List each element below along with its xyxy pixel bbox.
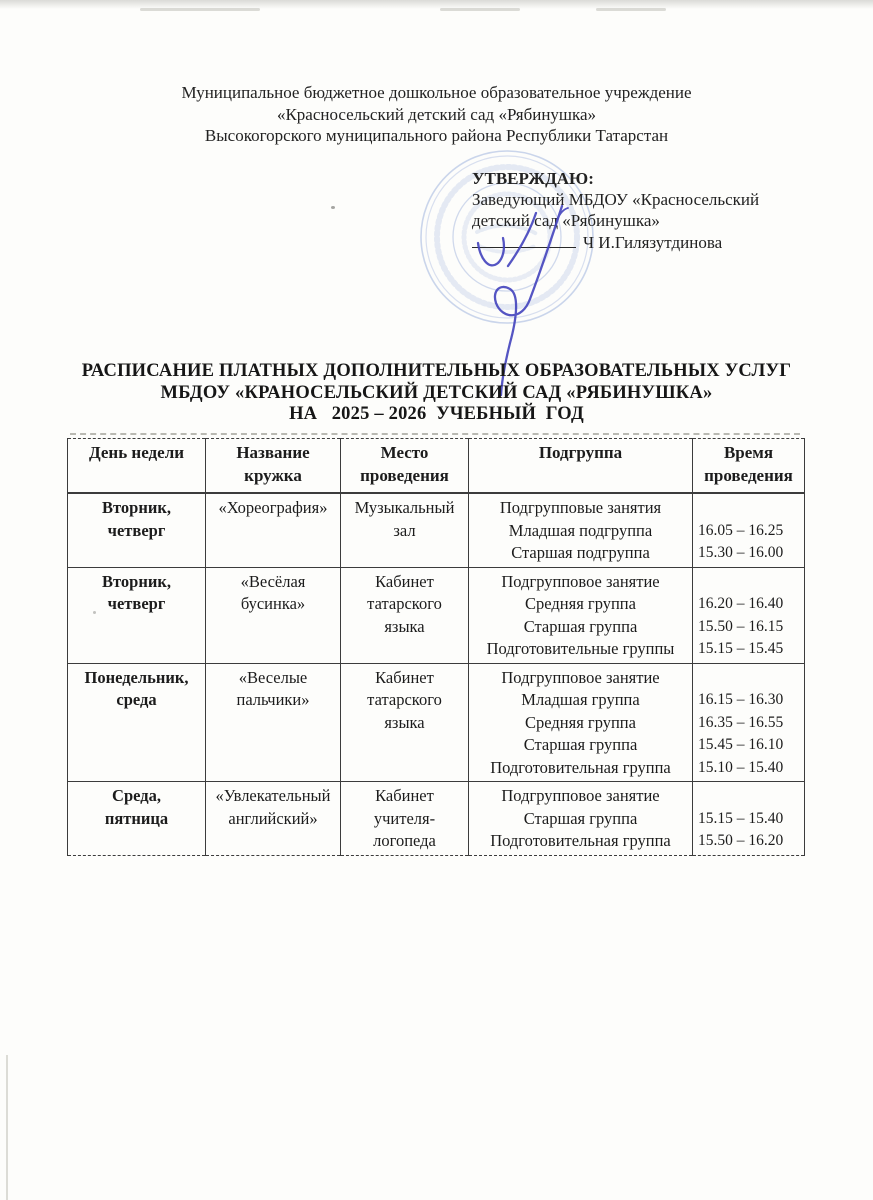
table-row xyxy=(68,663,805,782)
cell-subgroup: Подгрупповые занятия Младшая подгруппа Старшая подгруппа xyxy=(469,494,693,568)
org-line: Высокогорского муниципального района Республики Татарстан xyxy=(204,126,669,145)
approval-block xyxy=(472,168,802,253)
header-time: Время проведения xyxy=(693,439,805,493)
scan-speck xyxy=(331,206,335,209)
cell-venue: Кабинет учителя- логопеда xyxy=(341,782,469,856)
cell-time: 16.15 – 16.30 16.35 – 16.55 15.45 – 16.10 15.10 – 15.40 xyxy=(693,663,805,782)
org-line: «Красносельский детский сад «Рябинушка» xyxy=(276,104,597,124)
approve-line: Заведующий МБДОУ «Красносельский xyxy=(472,190,760,209)
title-line: РАСПИСАНИЕ ПЛАТНЫХ ДОПОЛНИТЕЛЬНЫХ ОБРАЗОВАТЕЛЬНЫХ УСЛУГ xyxy=(81,361,792,381)
title-line: МБДОУ «КРАНОСЕЛЬСКИЙ ДЕТСКИЙ САД «РЯБИНУШКА» xyxy=(160,382,713,403)
cell-day: Среда, пятница xyxy=(68,782,206,856)
cell-time: 15.15 – 15.40 15.50 – 16.20 xyxy=(693,782,805,856)
table-row xyxy=(68,782,805,856)
cell-club-name: «Веселые пальчики» xyxy=(206,663,341,782)
cell-day: Понедельник, среда xyxy=(68,663,206,782)
title-line: НА 2025 – 2026 УЧЕБНЫЙ ГОД xyxy=(289,404,584,424)
cell-subgroup: Подгрупповое занятие Старшая группа Подготовительная группа xyxy=(469,782,693,856)
scan-artifact xyxy=(440,8,520,11)
header-venue: Место проведения xyxy=(341,439,469,493)
approve-heading: УТВЕРЖДАЮ: xyxy=(472,169,594,188)
header-club-name: Название кружка xyxy=(206,439,341,493)
cell-venue: Кабинет татарского языка xyxy=(341,663,469,782)
cell-club-name: «Весёлая бусинка» xyxy=(206,567,341,663)
document-title xyxy=(0,361,873,426)
scan-artifact xyxy=(596,8,666,11)
header-day-of-week: День недели xyxy=(68,439,206,493)
scan-artifact xyxy=(140,8,260,11)
org-line: Муниципальное бюджетное дошкольное образовательное учреждение xyxy=(181,83,692,102)
table-row xyxy=(68,494,805,568)
signature-blank-underline xyxy=(472,232,576,248)
table-header-row xyxy=(68,439,805,493)
schedule-table xyxy=(67,438,805,856)
cell-day: Вторник, четверг xyxy=(68,567,206,663)
approve-line: детский сад «Рябинушка» xyxy=(472,211,660,230)
organization-header xyxy=(0,82,873,147)
cell-day: Вторник, четверг xyxy=(68,494,206,568)
scanner-edge-shadow xyxy=(0,0,873,9)
table-row xyxy=(68,567,805,663)
cell-venue: Кабинет татарского языка xyxy=(341,567,469,663)
scan-artifact xyxy=(6,1055,8,1200)
cell-club-name: «Увлекательный английский» xyxy=(206,782,341,856)
header-subgroup: Подгруппа xyxy=(469,439,693,493)
cell-subgroup: Подгрупповое занятие Младшая группа Средняя группа Старшая группа Подготовительная группа xyxy=(469,663,693,782)
cell-time: 16.05 – 16.25 15.30 – 16.00 xyxy=(693,494,805,568)
cell-club-name: «Хореография» xyxy=(206,494,341,568)
signer-name: Ч И.Гилязутдинова xyxy=(583,233,723,252)
cell-venue: Музыкальный зал xyxy=(341,494,469,568)
signature-line xyxy=(472,232,802,253)
cell-subgroup: Подгрупповое занятие Средняя группа Старшая группа Подготовительные группы xyxy=(469,567,693,663)
cell-time: 16.20 – 16.40 15.50 – 16.15 15.15 – 15.45 xyxy=(693,567,805,663)
